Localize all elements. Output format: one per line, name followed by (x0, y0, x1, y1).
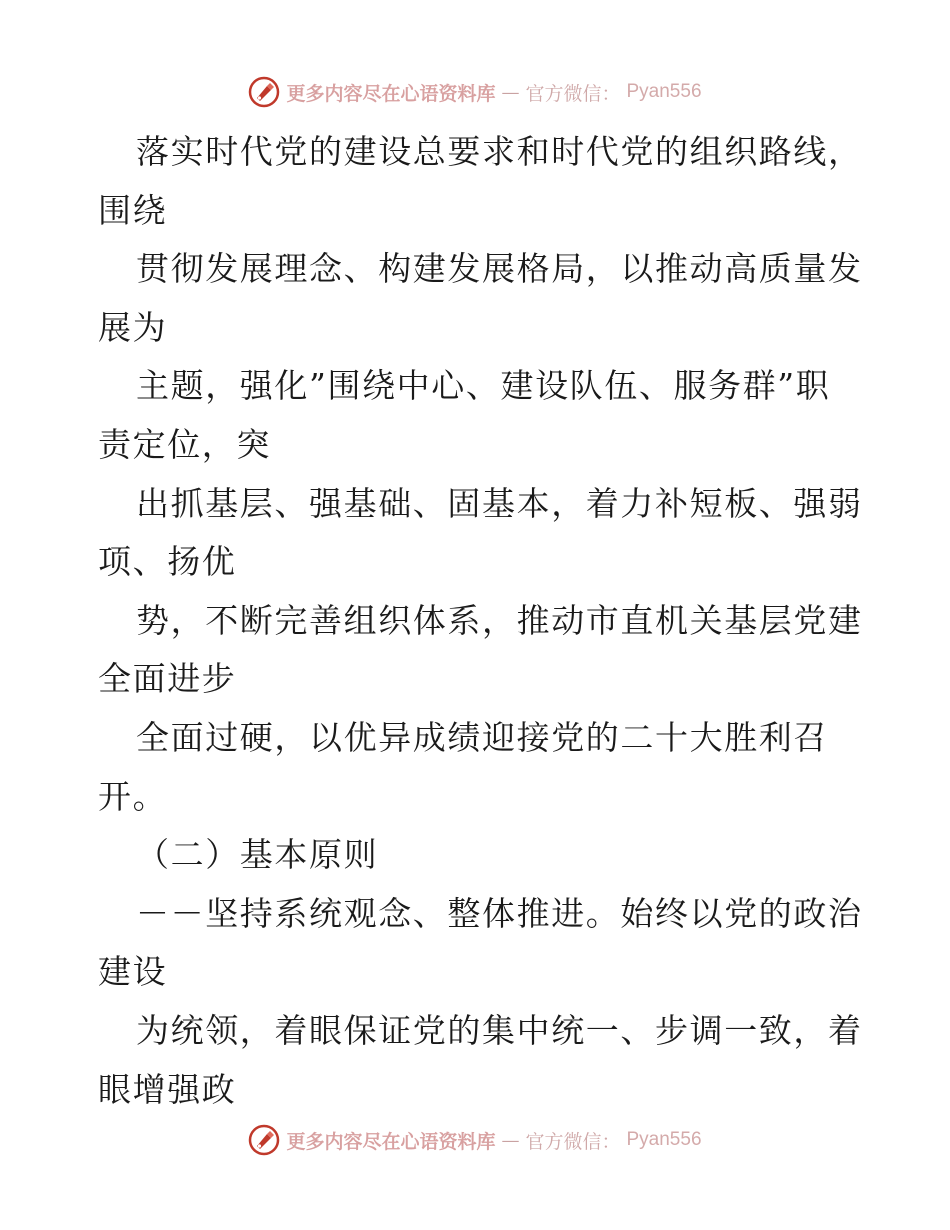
text-line: 责定位，突 (98, 424, 271, 464)
text-line: 全面过硬，以优异成绩迎接党的二十大胜利召 (136, 717, 828, 757)
watermark-account: Pyan556 (626, 1129, 702, 1150)
text-line: 势，不断完善组织体系，推动市直机关基层党建 (136, 600, 863, 640)
text-line: 落实时代党的建设总要求和时代党的组织路线， (136, 132, 863, 171)
text-line: 全面进步 (98, 659, 237, 699)
text-line: 围绕 (98, 190, 168, 230)
watermark-dash: — (501, 1129, 520, 1151)
pen-nib-logo-icon (248, 1124, 280, 1156)
watermark-text: 更多内容尽在心语资料库 (286, 1130, 496, 1153)
watermark-dash: — (501, 81, 520, 103)
pen-nib-logo-icon (248, 76, 280, 108)
text-line: 主题，强化”围绕中心、建设队伍、服务群”职 (136, 366, 831, 406)
watermark-footer (0, 1120, 950, 1160)
text-line: 眼增强政 (98, 1069, 237, 1109)
watermark-text: 更多内容尽在心语资料库 (286, 82, 496, 105)
watermark-official-label: 官方微信： (525, 1130, 621, 1153)
text-line: （二）基本原则 (136, 835, 379, 875)
watermark-header (0, 72, 950, 112)
text-line: －－坚持系统观念、整体推进。始终以党的政治 (136, 893, 863, 933)
text-line: 贯彻发展理念、构建发展格局，以推动高质量发 (136, 249, 863, 289)
text-line: 开。 (98, 776, 168, 816)
watermark-official-label: 官方微信： (525, 82, 621, 105)
text-line: 出抓基层、强基础、固基本，着力补短板、强弱 (136, 483, 863, 523)
text-line: 建设 (98, 952, 168, 992)
text-line: 项、扬优 (98, 542, 237, 582)
watermark-account: Pyan556 (626, 81, 702, 102)
document-body (98, 123, 863, 1119)
text-line: 为统领，着眼保证党的集中统一、步调一致，着 (136, 1010, 863, 1050)
text-line: 展为 (98, 307, 168, 347)
